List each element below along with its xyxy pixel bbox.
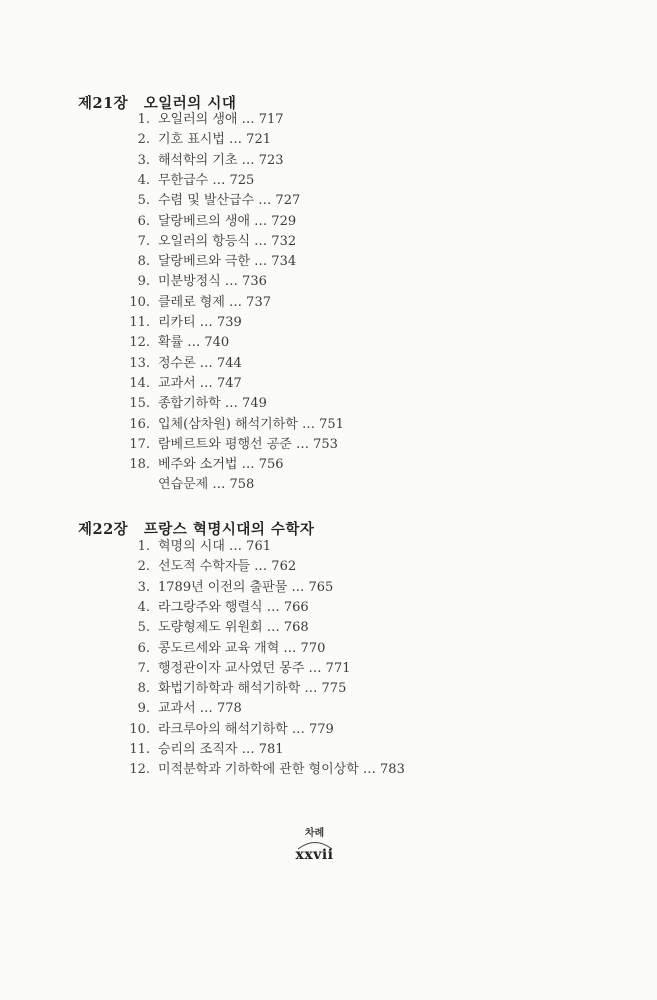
- entry-title: 달랑베르와 극한 … 734: [158, 254, 297, 270]
- entry-title: 교과서 … 778: [158, 701, 242, 717]
- entry-number: 18.: [129, 457, 150, 473]
- entry-title: 오일러의 항등식 … 732: [158, 233, 297, 249]
- chapter-number: 제21장: [78, 95, 129, 112]
- entry-title: 선도적 수학자들 … 762: [158, 559, 297, 575]
- entry-title: 교과서 … 747: [158, 375, 242, 391]
- entry-title: 콩도르세와 교육 개혁 … 770: [158, 640, 326, 656]
- entry-number: 11.: [129, 315, 150, 330]
- entry-title: 수렴 및 발산급수 … 727: [158, 193, 301, 209]
- entry-number: 4.: [137, 599, 150, 615]
- entry-number: 3.: [137, 579, 150, 595]
- entry-number: 14.: [129, 375, 150, 391]
- entry-number: 17.: [129, 436, 150, 452]
- entry-title: 라그랑주와 행렬식 … 766: [158, 599, 309, 615]
- entry-number: 15.: [129, 396, 150, 412]
- entry-number: 10.: [129, 294, 150, 310]
- entry-number: 1.: [137, 539, 150, 554]
- chapter-number: 제22장: [78, 521, 129, 538]
- chapter-title: 프랑스 혁명시대의 수학자: [143, 521, 315, 538]
- entry-number: 2.: [137, 559, 150, 575]
- page-number: xxvii: [295, 847, 334, 863]
- entry-title: 미적분학과 기하학에 관한 형이상학 … 783: [158, 762, 405, 778]
- entry-number: 6.: [137, 640, 150, 656]
- entry-title: 도량형제도 위원회 … 768: [158, 620, 309, 636]
- entry-title: 혁명의 시대 … 761: [158, 539, 272, 554]
- entry-number: 5.: [137, 620, 150, 636]
- entry-title: 해석학의 기초 … 723: [158, 152, 284, 168]
- entry-number: 8.: [137, 254, 150, 270]
- entry-title: 입체(삼차원) 해석기하학 … 751: [158, 416, 344, 432]
- entry-title: 확률 … 740: [158, 335, 230, 351]
- entry-number: 7.: [137, 233, 150, 249]
- entry-title: 무한급수 … 725: [158, 172, 255, 188]
- entry-title: 1789년 이전의 출판물 … 765: [158, 579, 334, 595]
- chapter-22-heading: [78, 518, 314, 539]
- entry-number: 13.: [129, 355, 150, 371]
- entry-title: 클레로 형제 … 737: [158, 294, 272, 310]
- entry-title: 리카티 … 739: [158, 315, 242, 330]
- entry-title: 베주와 소거법 … 756: [158, 457, 284, 473]
- entry-number: 12.: [129, 762, 150, 778]
- entry-title: 종합기하학 … 749: [158, 396, 267, 412]
- entry-number: 7.: [137, 660, 150, 676]
- chapter-title: 오일러의 시대: [143, 95, 237, 112]
- entry-title: 연습문제 … 758: [158, 477, 255, 493]
- section-label: 차례: [304, 828, 325, 839]
- entry-number: 5.: [137, 193, 150, 209]
- entry-title: 정수론 … 744: [158, 355, 242, 371]
- entry-number: 6.: [137, 213, 150, 229]
- entry-number: 9.: [137, 274, 150, 290]
- entry-number: 16.: [129, 416, 150, 432]
- entry-number: 10.: [129, 721, 150, 737]
- entry-title: 승리의 조직자 … 781: [158, 742, 284, 757]
- entry-number: 12.: [129, 335, 150, 351]
- entry-title: 오일러의 생애 … 717: [158, 112, 284, 127]
- entry-title: 라크루아의 해석기하학 … 779: [158, 721, 334, 737]
- entry-number: 2.: [137, 132, 150, 148]
- entry-number: 11.: [129, 742, 150, 757]
- entry-title: 기호 표시법 … 721: [158, 132, 272, 148]
- entry-title: 달랑베르의 생애 … 729: [158, 213, 297, 229]
- entry-number: 8.: [137, 681, 150, 697]
- entry-title: 미분방정식 … 736: [158, 274, 267, 290]
- entry-number: 3.: [137, 152, 150, 168]
- entry-number: 1.: [137, 112, 150, 127]
- entry-title: 화법기하학과 해석기하학 … 775: [158, 681, 347, 697]
- entry-title: 행정관이자 교사였던 몽주 … 771: [158, 660, 351, 676]
- entry-title: 람베르트와 평행선 공준 … 753: [158, 436, 338, 452]
- entry-number: 9.: [137, 701, 150, 717]
- entry-number: 4.: [137, 172, 150, 188]
